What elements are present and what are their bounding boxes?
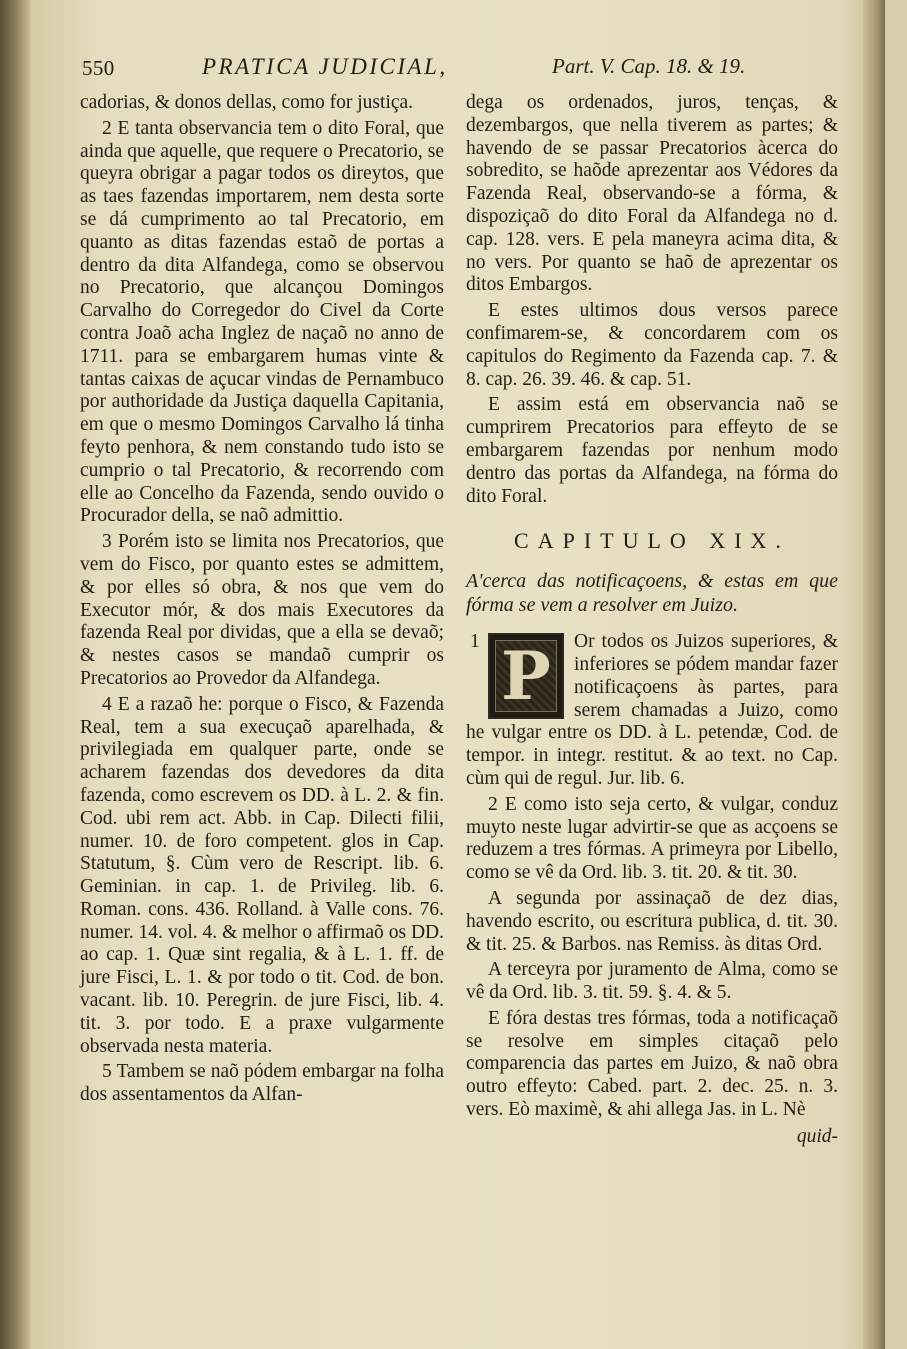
chapter-paragraph-3: A segunda por assinaçaõ de dez dias, havendo escrito, ou escritura publica, d. tit. 30. & tit. 25. & Barbos. nas Remiss. às ditas Ord. xyxy=(466,887,838,955)
right-column xyxy=(466,92,838,1149)
chapter-paragraph-4: A terceyra por juramento de Alma, como se vê da Ord. lib. 3. tit. 59. §. 4. & 5. xyxy=(466,959,838,1004)
drop-cap-letter: P xyxy=(501,637,551,716)
right-paragraph-continuation: dega os ordenados, juros, tenças, & dezembargos, que nella tiverem as partes; & havendo de se passar Precatorios àcerca do sobredito, se haõde aprezentar aos Védores da Fazenda Real, observando-se a fórma, & dispoziçaõ do dito Foral da Alfandega no d. cap. 128. vers. E pela maneyra acima dita, & no vers. Por quanto se haõ de aprezentar os ditos Embargos. xyxy=(466,92,838,296)
left-paragraph-continuation: cadorias, & donos dellas, como for justiça. xyxy=(80,92,414,113)
catchword: quid- xyxy=(796,1125,838,1147)
chapter-opening xyxy=(466,631,838,791)
left-paragraph-4: 4 E a razaõ he: porque o Fisco, & Fazenda Real, tem a sua execuçaõ aparelhada, & privilegiada em qualquer parte, onde se acharem fazendas dos devedores da dita fazenda, como escrevem os DD. à L. 2. & fin. Cod. ubi rem act. Abb. in Cap. Dilecti filii, numer. 10. de foro competent. glos in Cap. Statutum, §. Cùm vero de Rescript. lib. 6. Geminian. in cap. 1. de Privileg. lib. 6. Roman. cons. 436. Rolland. à Valle cons. 76. numer. 14. vol. 4. & melhor o affirmaõ os DD. ao cap. 1. Quæ sint regalia, & à L. 1. ff. de jure Fisci, L. 1. & por todo o tit. Cod. de bon. vacant. lib. 10. Peregrin. de jure Fisci, lib. 4. tit. 3. por todo. E a praxe vulgarmente observada nesta materia. xyxy=(80,693,444,1057)
part-chapter-reference: Part. V. Cap. 18. & 19. xyxy=(552,54,746,78)
drop-cap-ornament xyxy=(488,633,564,719)
chapter-subtitle: A'cerca das notificaçoens, & estas em que fórma se vem a resolver em Juizo. xyxy=(466,570,838,617)
running-title: PRATICA JUDICIAL, xyxy=(202,54,448,79)
left-paragraph-5: 5 Tambem se naõ pódem embargar na folha dos assentamentos da Alfan- xyxy=(80,1061,444,1106)
left-column xyxy=(80,92,444,1107)
left-paragraph-2: 2 E tanta observancia tem o dito Foral, que ainda que aquelle, que requere o Precatorio, se queyra obrigar a pagar todos os direytos, que as taes fazendas importarem, nem desta sorte se dá cumprimento ao tal Precatorio, em quanto as ditas fazendas estaõ de portas a dentro da dita Alfandega, como se observou no Precatorio, que alcançou Domingos Carvalho do Corregedor do Civel da Corte contra Joaõ acha Inglez de naçaõ no anno de 1711. para se embargarem humas vinte & tantas caixas de açucar vindas de Pernambuco por authoridade da Justiça daquella Capitania, em que o mesmo Domingos Carvalho lá tinha feyto penhora, & nem constando tudo isto se cumprio o tal Precatorio, & recorrendo com elle ao Concelho da Fazenda, sendo ouvido o Procurador della, se naõ admittio. xyxy=(80,117,444,527)
paragraph-number: 1 xyxy=(470,631,480,653)
page-edge xyxy=(863,0,885,1349)
page-number: 550 xyxy=(82,56,115,80)
chapter-paragraph-5: E fóra destas tres fórmas, toda a notificaçaõ se resolve em simples citaçaõ pelo comparencia das partes em Juizo, & naõ obra outro effeyto: Cabed. part. 2. dec. 25. n. 3. vers. Eò maximè, & ahi allega Jas. in L. Nè xyxy=(466,1007,838,1121)
chapter-paragraph-1: Or todos os Juizos superiores, & inferiores se pódem mandar fazer notificaçoens às partes, para serem chamadas a Juizo, como he vulgar entre os DD. à L. petendæ, Cod. de tempor. in integr. restitut. & ao text. no Cap. cùm qui de regul. Jur. lib. 6. xyxy=(466,631,838,789)
left-paragraph-3: 3 Porém isto se limita nos Precatorios, que vem do Fisco, por quanto estes se admittem, & por elles só obra, & nos que vem do Executor mór, & dos mais Executores da fazenda Real por dividas, que a ella se devaõ; & nestes casos se mandaõ cumprir os Precatorios ao Provedor da Alfandega. xyxy=(80,531,444,689)
chapter-paragraph-2: 2 E como isto seja certo, & vulgar, conduz muyto neste lugar advirtir-se que as acçoens se reduzem a tres fórmas. A primeyra por Libello, como se vê da Ord. lib. 3. tit. 20. & tit. 30. xyxy=(466,793,838,884)
book-binding xyxy=(0,0,30,1349)
right-paragraph-observancia: E assim está em observancia naõ se cumprirem Precatorios para effeyto de se embargarem fazendas por nenhum modo dentro das portas da Alfandega, na fórma do dito Foral. xyxy=(466,394,838,507)
running-header xyxy=(82,54,762,86)
right-paragraph-versos: E estes ultimos dous versos parece confimarem-se, & concordarem com os capitulos do Regimento da Fazenda cap. 7. & 8. cap. 26. 39. 46. & cap. 51. xyxy=(466,300,838,390)
chapter-heading: CAPITULO XIX. xyxy=(514,528,790,554)
